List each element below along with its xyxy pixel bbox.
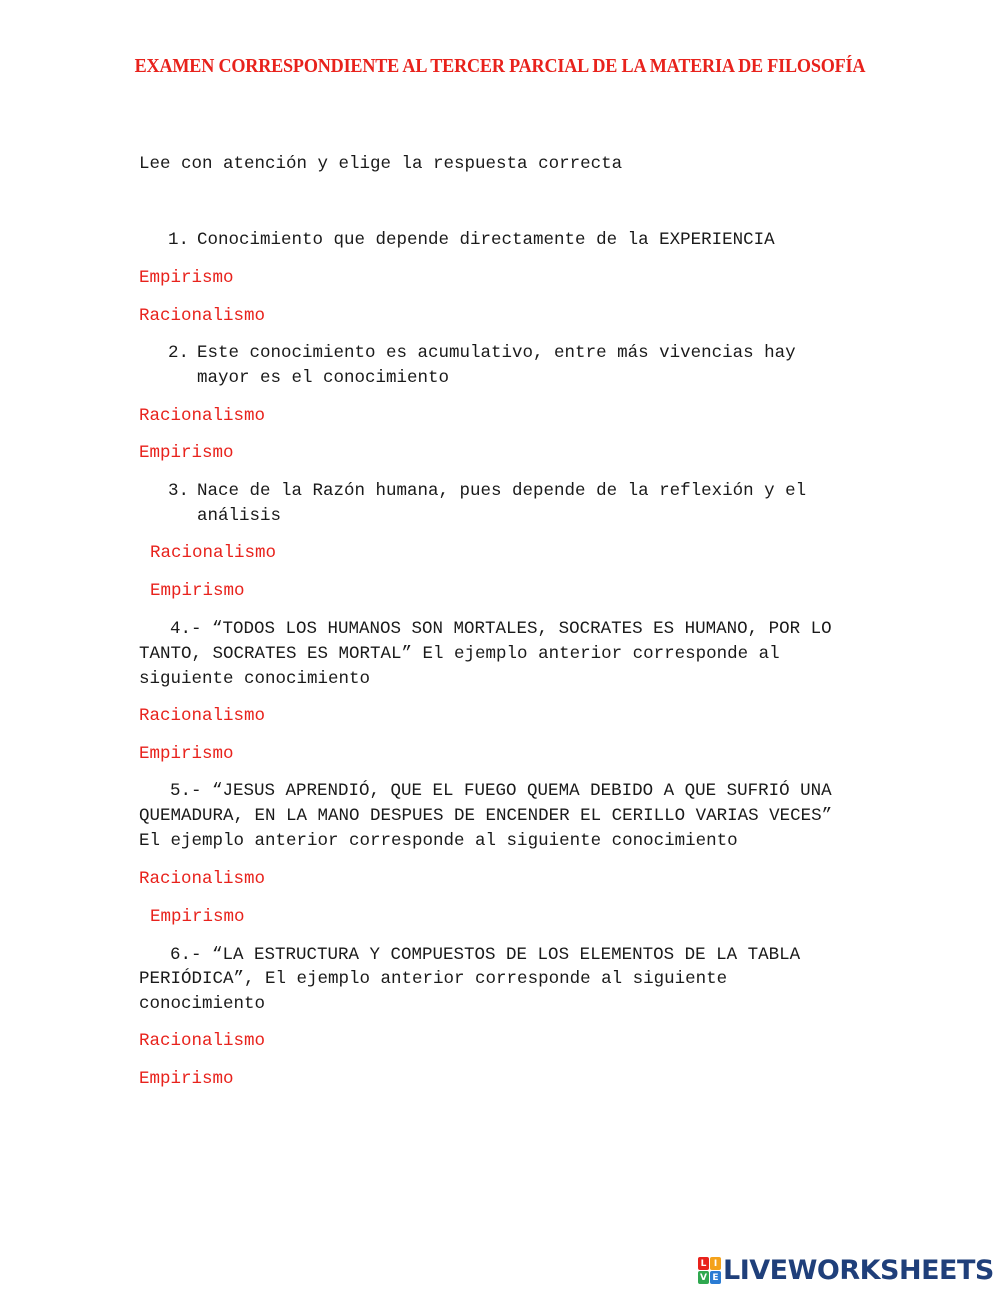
mark-letter-e: E	[710, 1271, 721, 1284]
question-5-text-line-1: 5.- “JESUS APRENDIÓ, QUE EL FUEGO QUEMA DEBIDO A QUE SUFRIÓ UNA	[170, 781, 832, 801]
question-4-option-2[interactable]: Empirismo	[139, 744, 234, 764]
question-4-option-1[interactable]: Racionalismo	[139, 706, 266, 726]
question-2-number: 2.	[168, 343, 190, 363]
question-6-text-line-1: 6.- “LA ESTRUCTURA Y COMPUESTOS DE LOS ELEMENTOS DE LA TABLA	[170, 945, 801, 965]
question-3-option-1[interactable]: Racionalismo	[150, 543, 277, 563]
question-1-option-1[interactable]: Empirismo	[139, 268, 234, 288]
question-5-text-line-2: QUEMADURA, EN LA MANO DESPUES DE ENCENDER EL CERILLO VARIAS VECES”	[139, 806, 833, 826]
liveworksheets-logo[interactable]	[698, 1255, 994, 1285]
instructions: Lee con atención y elige la respuesta correcta	[139, 154, 623, 174]
question-6-option-2[interactable]: Empirismo	[139, 1069, 234, 1089]
question-3-option-2[interactable]: Empirismo	[150, 581, 245, 601]
mark-letter-v: V	[698, 1271, 709, 1284]
question-3-text-line-2: análisis	[197, 506, 282, 526]
question-4-text-line-1: 4.- “TODOS LOS HUMANOS SON MORTALES, SOCRATES ES HUMANO, POR LO	[170, 619, 832, 639]
liveworksheets-mark-icon	[698, 1257, 720, 1283]
mark-letter-l: L	[698, 1257, 709, 1270]
question-1-text: Conocimiento que depende directamente de la EXPERIENCIA	[197, 230, 775, 250]
question-5-option-2[interactable]: Empirismo	[150, 907, 245, 927]
question-5-option-1[interactable]: Racionalismo	[139, 869, 266, 889]
question-2-text-line-1: Este conocimiento es acumulativo, entre más vivencias hay	[197, 343, 796, 363]
question-5-text-line-3: El ejemplo anterior corresponde al siguiente conocimiento	[139, 831, 738, 851]
question-4-text-line-3: siguiente conocimiento	[139, 669, 371, 689]
brand-name: LIVEWORKSHEETS	[723, 1254, 994, 1286]
page-title: EXAMEN CORRESPONDIENTE AL TERCER PARCIAL DE LA MATERIA DE FILOSOFÍA	[134, 56, 866, 77]
question-2-option-2[interactable]: Empirismo	[139, 443, 234, 463]
question-3-number: 3.	[168, 481, 190, 501]
question-1-number: 1.	[168, 230, 190, 250]
question-6-text-line-2: PERIÓDICA”, El ejemplo anterior corresponde al siguiente	[139, 969, 728, 989]
question-3-text-line-1: Nace de la Razón humana, pues depende de la reflexión y el	[197, 481, 807, 501]
mark-letter-i: I	[710, 1257, 721, 1270]
question-4-text-line-2: TANTO, SOCRATES ES MORTAL” El ejemplo anterior corresponde al	[139, 644, 780, 664]
question-6-text-line-3: conocimiento	[139, 994, 266, 1014]
question-2-option-1[interactable]: Racionalismo	[139, 406, 266, 426]
question-6-option-1[interactable]: Racionalismo	[139, 1031, 266, 1051]
question-2-text-line-2: mayor es el conocimiento	[197, 368, 450, 388]
question-1-option-2[interactable]: Racionalismo	[139, 306, 266, 326]
